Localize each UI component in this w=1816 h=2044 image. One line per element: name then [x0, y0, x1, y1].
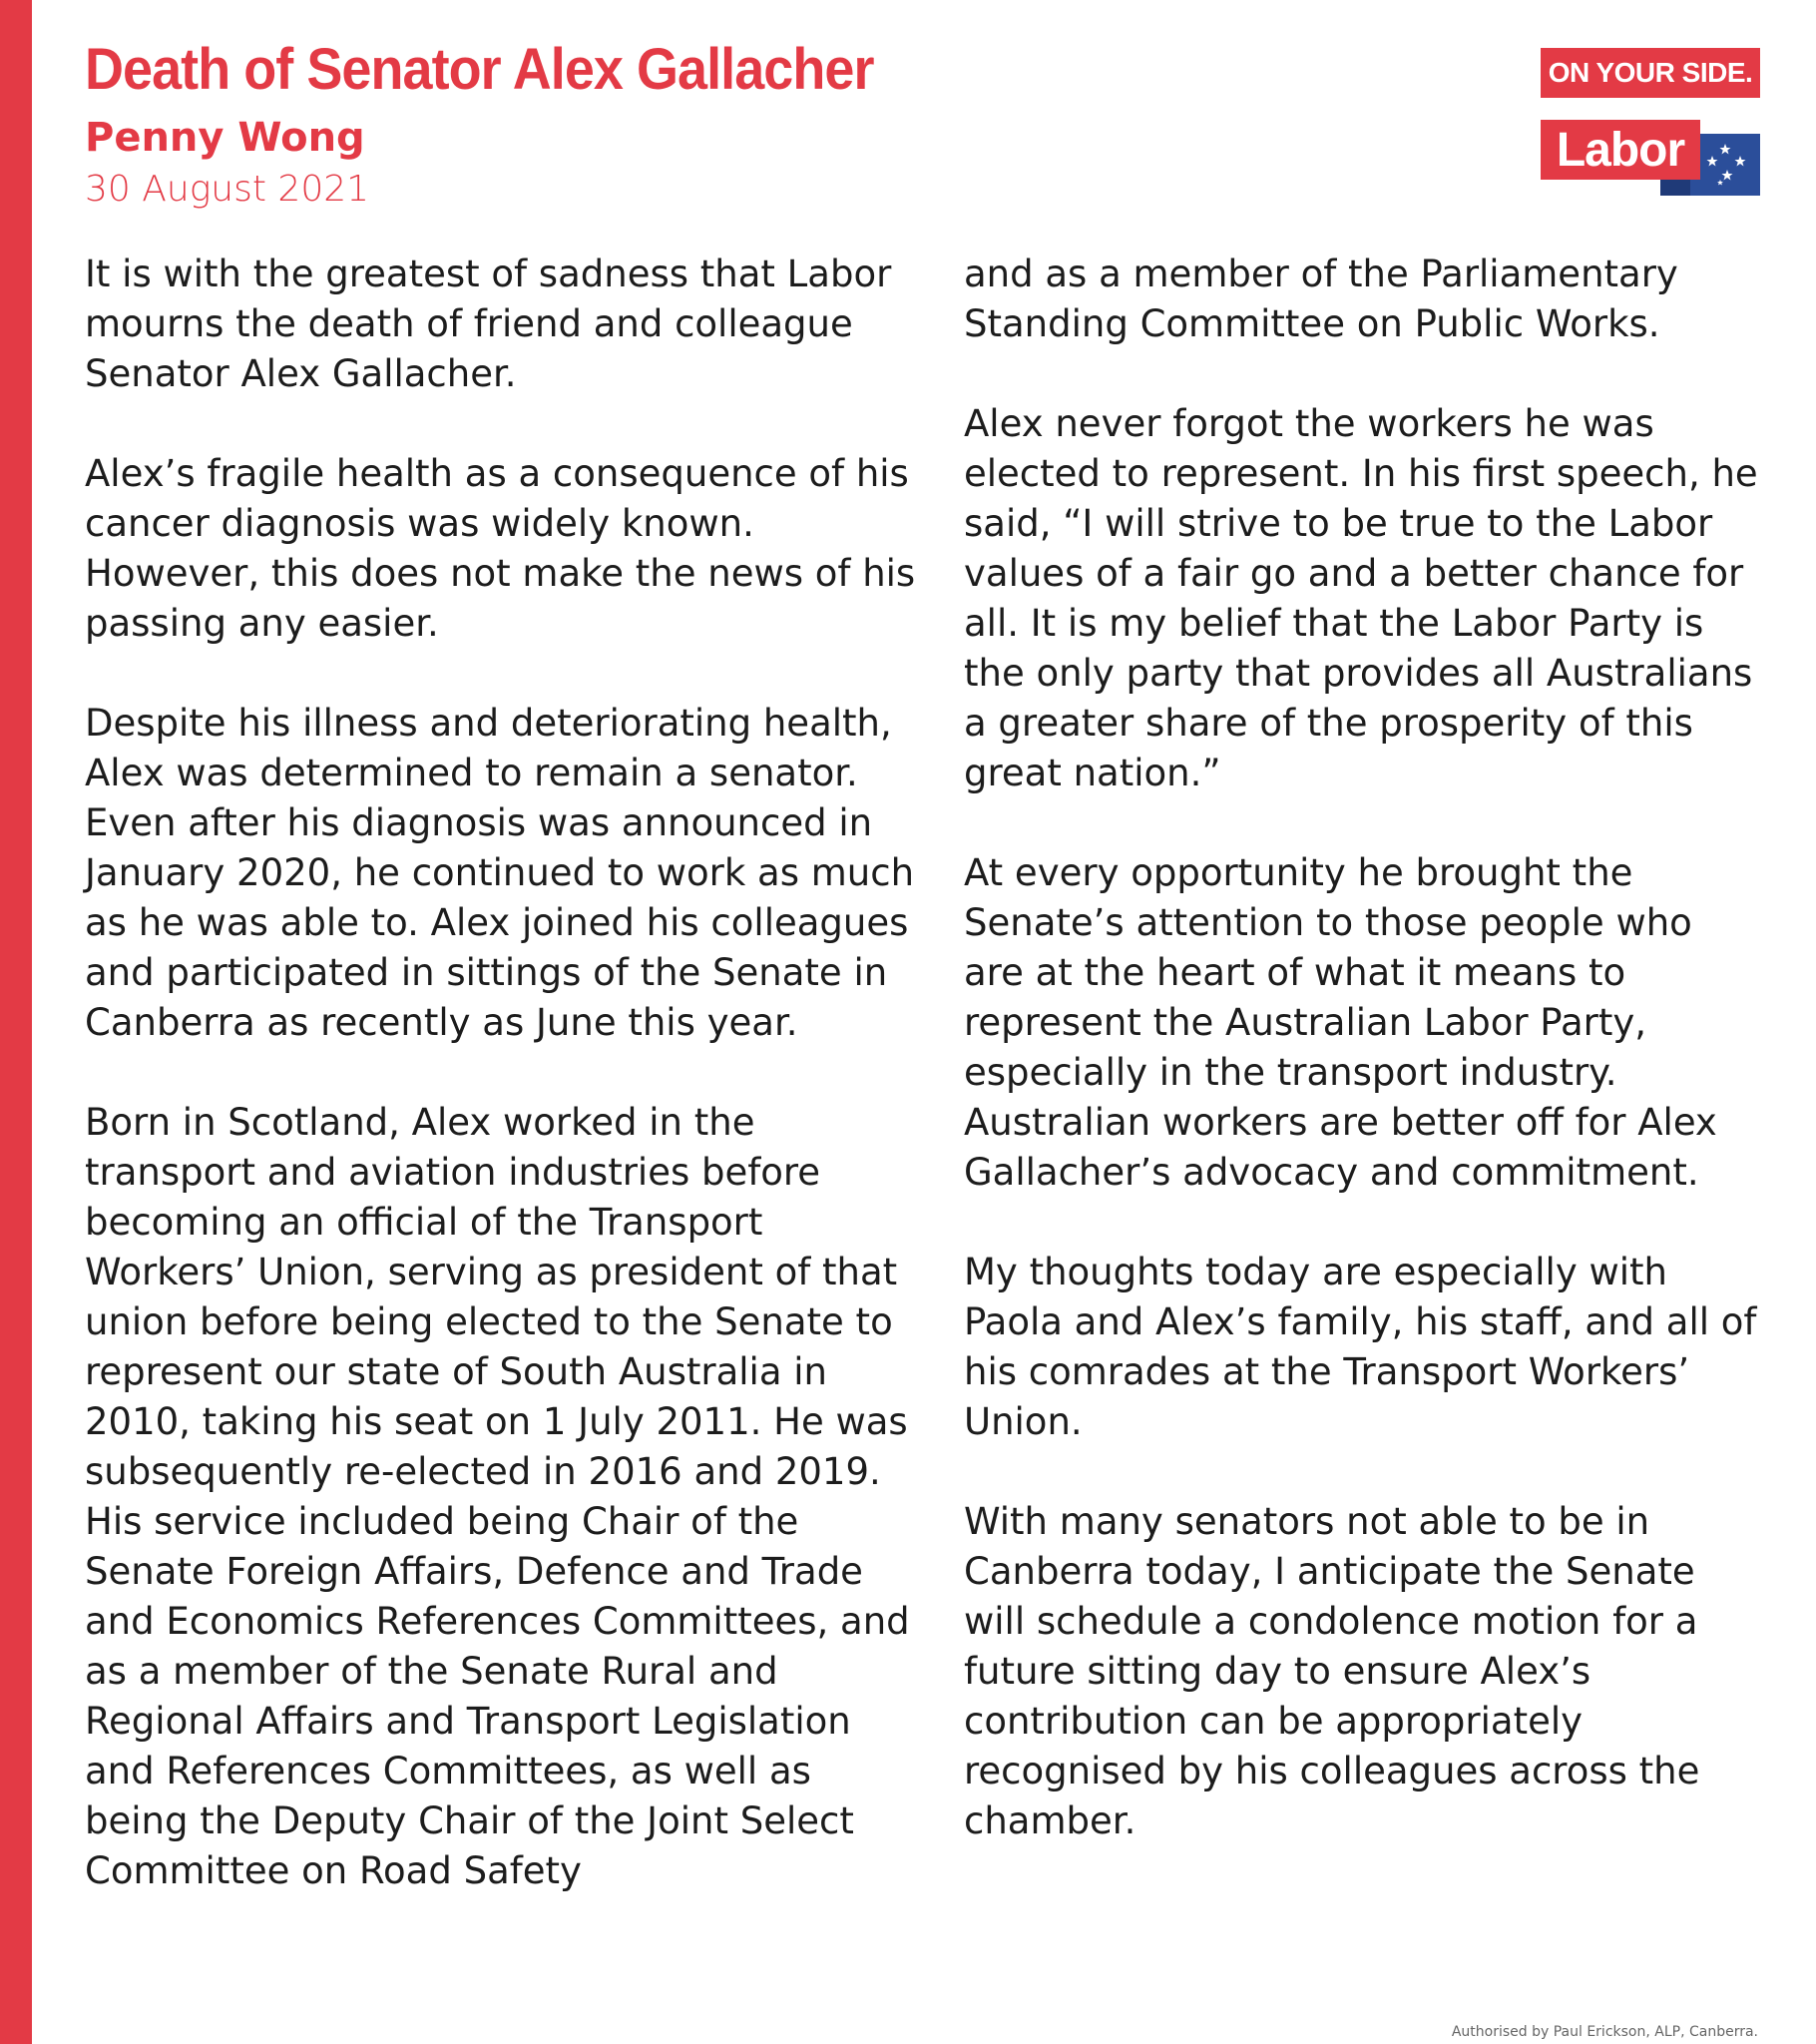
paragraph: With many senators not able to be in Canberra today, I anticipate the Senate will schedule a condolence motion for a future sitting day to ensure Alex’s contribution can be appropriately recognised by his colleagues across the chamber.: [964, 1500, 1700, 1842]
left-column: [85, 250, 918, 1946]
paragraph: At every opportunity he brought the Senate’s attention to those people who are at the heart of what it means to represent the Australian Labor Party, especially in the transport industry. Australian workers are better off for Alex Gallacher’s advocacy and commitment.: [964, 851, 1717, 1194]
paragraph: My thoughts today are especially with Paola and Alex’s family, his staff, and all of his comrades at the Transport Workers’ Union.: [964, 1251, 1757, 1443]
page-title: Death of Senator Alex Gallacher: [85, 37, 874, 102]
paragraph: It is with the greatest of sadness that Labor mourns the death of friend and colleague Senator Alex Gallacher.: [85, 253, 892, 395]
authorisation-note: Authorised by Paul Erickson, ALP, Canberra.: [1451, 2024, 1758, 2040]
paragraph: Despite his illness and deteriorating health, Alex was determined to remain a senator. Even after his diagnosis was announced in January 2020, he continued to work as much as he was able to. Alex joined his colleagues and participated in sittings of the Senate in Canberra as recently as June this year.: [85, 702, 915, 1044]
left-accent-bar: [0, 0, 32, 2044]
tagline-badge: ON YOUR SIDE.: [1541, 48, 1760, 98]
labor-logo: [1541, 120, 1760, 196]
author-name: Penny Wong: [85, 115, 365, 161]
paragraph: Born in Scotland, Alex worked in the transport and aviation industries before becoming an official of the Transport Workers’ Union, serving as president of that union before being elected to the Senate to represent our state of South Australia in 2010, taking his seat on 1 July 2011. He was subsequently re-elected in 2016 and 2019. His service included being Chair of the Senate Foreign Affairs, Defence and Trade and Economics References Committees, and as a member of the Senate Rural and Regional Affairs and Transport Legislation and References Committees, as well as being the Deputy Chair of the Joint Select Committee on Road Safety: [85, 1101, 910, 1892]
right-column: [964, 250, 1762, 1896]
document-header: [85, 38, 1182, 212]
southern-cross-stars-icon: [1690, 134, 1760, 196]
paragraph: Alex never forgot the workers he was elected to represent. In his first speech, he said, “I will strive to be true to the Labor values of a fair go and a better chance for all. It is my belief that the Labor Party is the only party that provides all Australians a greater share of the prosperity of this great nation.”: [964, 402, 1758, 794]
paragraph: and as a member of the Parliamentary Standing Committee on Public Works.: [964, 253, 1678, 345]
logo-wordmark: Labor: [1541, 120, 1700, 180]
publish-date: 30 August 2021: [85, 169, 370, 210]
paragraph: Alex’s fragile health as a consequence of his cancer diagnosis was widely known. However, this does not make the news of his passing any easier.: [85, 452, 916, 645]
